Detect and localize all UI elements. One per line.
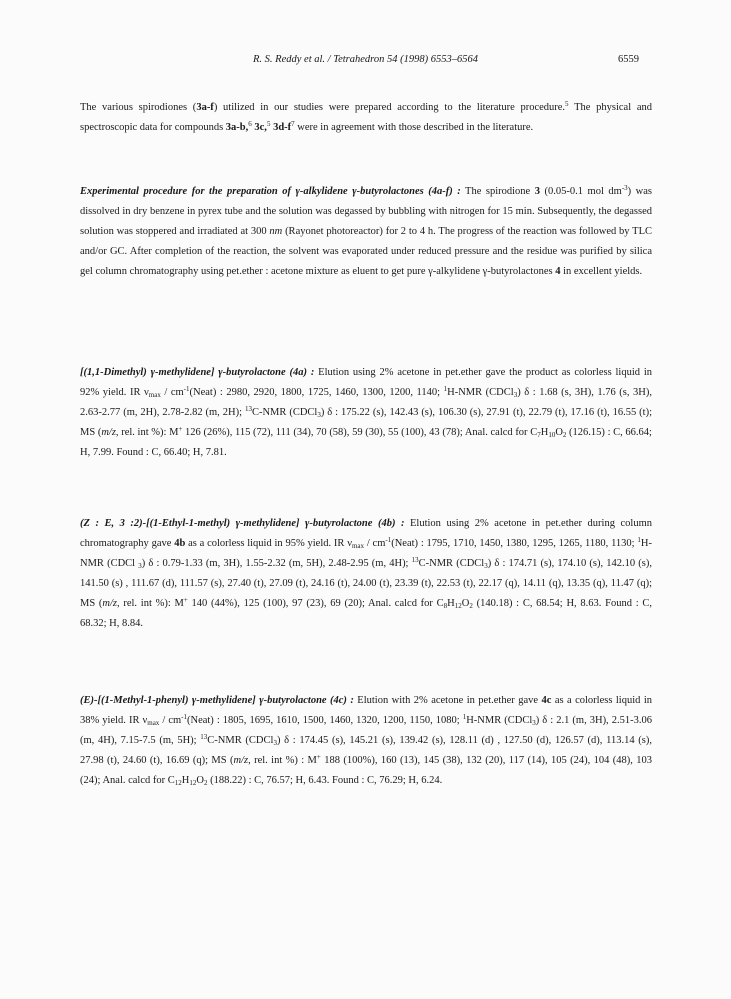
compound-ref: 3d-f xyxy=(273,122,292,133)
experimental-paragraph xyxy=(80,182,652,282)
superscript: 13 xyxy=(244,405,252,413)
compound-heading: (Z : E, 3 :2)-[(1-Ethyl-1-methyl) γ-methylidene] γ-butyrolactone (4b) : xyxy=(80,518,405,529)
subscript: max xyxy=(148,391,161,399)
text: ) δ : 174.45 (s), 145.21 (s), 139.42 (s), 128.11 (d) , 127.50 (d), 126.57 (d), 113.14 (s), 27.98 (t), 24.60 (t), 16.69 (q); MS ( xyxy=(80,735,652,766)
text: The spirodione xyxy=(460,186,535,197)
compound-heading: [(1,1-Dimethyl) γ-methylidene] γ-butyrolactone (4a) : xyxy=(80,367,315,378)
subscript: 10 xyxy=(548,431,556,439)
text: (140.18) : C, 68.54; H, 8.63. Found : C, 68.32; H, 8.84. xyxy=(80,598,652,629)
text: in excellent yields. xyxy=(560,266,643,277)
subscript: 7 xyxy=(537,431,541,439)
text: ) δ : 174.71 (s), 174.10 (s), 142.10 (s), 141.50 (s) , 111.67 (d), 111.57 (s), 27.40 (t), 27.09 (t), 24.16 (t), 24.00 (t), 23.39 (t), 22.53 (t), 22.17 (q), 14.11 (q), 13.35 (q), 11.47 (q); MS ( xyxy=(80,558,652,609)
compound-4c-paragraph xyxy=(80,691,652,791)
subscript: max xyxy=(147,719,160,727)
compound-ref: 3a-f xyxy=(196,102,214,113)
compound-ref: 3a-b, xyxy=(225,122,249,133)
section-heading: Experimental procedure for the preparation of γ-alkylidene γ-butyrolactones (4a-f) : xyxy=(80,186,461,197)
compound-heading: (E)-[(1-Methyl-1-phenyl) γ-methylidene] γ-butyrolactone (4c) : xyxy=(80,695,354,706)
text: The physical and spectroscopic data for compounds xyxy=(80,102,652,133)
superscript: -3 xyxy=(621,184,628,192)
compound-ref: 3c, xyxy=(254,122,267,133)
subscript: 3 xyxy=(138,562,142,570)
text: ) δ : 175.22 (s), 142.43 (s), 106.30 (s), 27.91 (t), 22.79 (t), 17.16 (t), 16.55 (t); MS ( xyxy=(80,407,652,438)
text: H-NMR (CDCl xyxy=(466,715,533,726)
superscript: 1 xyxy=(637,536,641,544)
superscript: -1 xyxy=(181,713,187,721)
text: Elution with 2% acetone in pet.ether gave xyxy=(353,695,542,706)
text: / cm xyxy=(364,538,386,549)
text: (126.15) : C, 66.64; H, 7.99. Found : C, 66.40; H, 7.81. xyxy=(80,427,652,458)
text: ) δ : 0.79-1.33 (m, 3H), 1.55-2.32 (m, 5H), 2.48-2.95 (m, 4H); xyxy=(141,558,412,569)
text: O xyxy=(555,427,563,438)
superscript: 13 xyxy=(200,733,208,741)
text: (0.05-0.1 mol dm xyxy=(540,186,622,197)
subscript: 3 xyxy=(273,739,277,747)
subscript: 3 xyxy=(513,391,518,399)
text: H-NMR (CDCl xyxy=(80,538,652,569)
text: 188 (100%), 160 (13), 145 (38), 132 (20), 117 (14), 105 (24), 104 (48), 103 (24); Anal. calcd for C xyxy=(80,755,653,786)
text: (Neat) : 1795, 1710, 1450, 1380, 1295, 1265, 1180, 1130; xyxy=(391,538,638,549)
reference-mark: 5 xyxy=(565,100,569,108)
text: ) δ : 1.68 (s, 3H), 1.76 (s, 3H), 2.63-2.77 (m, 2H), 2.78-2.82 (m, 2H); xyxy=(80,387,652,418)
compound-ref: 4 xyxy=(555,266,561,277)
superscript: 1 xyxy=(443,385,448,393)
superscript: + xyxy=(183,596,188,604)
text: O xyxy=(461,598,470,609)
subscript: 3 xyxy=(484,562,488,570)
subscript: 3 xyxy=(317,411,321,419)
subscript: 12 xyxy=(454,602,462,610)
text: The various spirodiones ( xyxy=(80,102,197,113)
text: (Neat) : 2980, 2920, 1800, 1725, 1460, 1300, 1200, 1140; xyxy=(189,387,444,398)
text: 140 (44%), 125 (100), 97 (23), 69 (20); Anal. calcd for C xyxy=(187,598,444,609)
intro-paragraph xyxy=(80,98,652,138)
text: Elution using 2% acetone in pet.ether during column chromatography gave xyxy=(80,518,652,549)
page-number: 6559 xyxy=(618,54,639,65)
reference-mark: 6 xyxy=(248,120,252,128)
text: (188.22) : C, 76.57; H, 6.43. Found : C, 76.29; H, 6.24. xyxy=(207,775,443,786)
text: H xyxy=(447,598,455,609)
text: ) δ : 2.1 (m, 3H), 2.51-3.06 (m, 4H), 7.15-7.5 (m, 5H); xyxy=(80,715,652,746)
text: H-NMR (CDCl xyxy=(447,387,514,398)
text: H xyxy=(540,427,549,438)
mz-label: m/z xyxy=(102,598,117,609)
subscript: 3 xyxy=(532,719,536,727)
subscript: 8 xyxy=(443,602,448,610)
superscript: + xyxy=(178,425,183,433)
compound-ref: 4c xyxy=(541,695,552,706)
reference-mark: 7 xyxy=(291,120,295,128)
text: , rel. int %) : M xyxy=(248,755,317,766)
subscript: 2 xyxy=(469,602,473,610)
compound-ref: 4b xyxy=(174,538,186,549)
reference-mark: 5 xyxy=(266,120,271,128)
superscript: -1 xyxy=(385,536,392,544)
running-head: R. S. Reddy et al. / Tetrahedron 54 (1998) 6553–6564 xyxy=(253,54,478,65)
subscript: max xyxy=(351,542,365,550)
subscript: 2 xyxy=(562,431,567,439)
compound-ref: 3 xyxy=(534,186,540,197)
text: / cm xyxy=(160,387,184,398)
text: (Neat) : 1805, 1695, 1610, 1500, 1460, 1320, 1200, 1150, 1080; xyxy=(186,715,463,726)
superscript: -1 xyxy=(183,385,190,393)
text: , rel. int %): M xyxy=(117,598,184,609)
text: , rel. int %): M xyxy=(115,427,179,438)
subscript: 12 xyxy=(174,779,182,787)
text: as a colorless liquid in 38% yield. IR ν xyxy=(80,695,652,726)
compound-4b-paragraph xyxy=(80,514,652,634)
text: C-NMR (CDCl xyxy=(251,407,318,418)
text: ) was dissolved in dry benzene in pyrex tube and the solution was degassed by bubbling with nitrogen for 15 min. Subsequently, the degassed solution was stoppered and irradiated at 300 xyxy=(80,186,653,237)
text: C-NMR (CDCl xyxy=(418,558,485,569)
text: / cm xyxy=(159,715,182,726)
page-header xyxy=(0,54,731,70)
text: O xyxy=(196,775,204,786)
mz-label: m/z xyxy=(101,427,116,438)
subscript: 2 xyxy=(203,779,208,787)
text: as a colorless liquid in 95% yield. IR ν xyxy=(185,538,352,549)
text: (Rayonet photoreactor) for 2 to 4 h. The progress of the reaction was followed by TLC and/or GC. After completion of the reaction, the solvent was evaporated under reduced pressure and the residue was purified by silica gel column chromatography using pet.ether : acetone mixture as eluent to get pure γ-alkylidene γ-butyrolactones xyxy=(80,226,652,277)
superscript: + xyxy=(316,753,321,761)
compound-4a-paragraph xyxy=(80,363,652,463)
superscript: 1 xyxy=(462,713,467,721)
subscript: 12 xyxy=(189,779,197,787)
mz-label: m/z xyxy=(233,755,249,766)
unit: nm xyxy=(269,226,283,237)
text: C-NMR (CDCl xyxy=(207,735,274,746)
superscript: 13 xyxy=(411,556,419,564)
text: Elution using 2% acetone in pet.ether gave the product as colorless liquid in 92% yield. IR ν xyxy=(80,367,652,398)
text: ) utilized in our studies were prepared according to the literature procedure. xyxy=(213,102,566,113)
text: 126 (26%), 115 (72), 111 (34), 70 (58), 59 (30), 55 (100), 43 (78); Anal. calcd for C xyxy=(182,427,538,438)
text: H xyxy=(181,775,190,786)
text: were in agreement with those described in the literature. xyxy=(294,122,534,133)
